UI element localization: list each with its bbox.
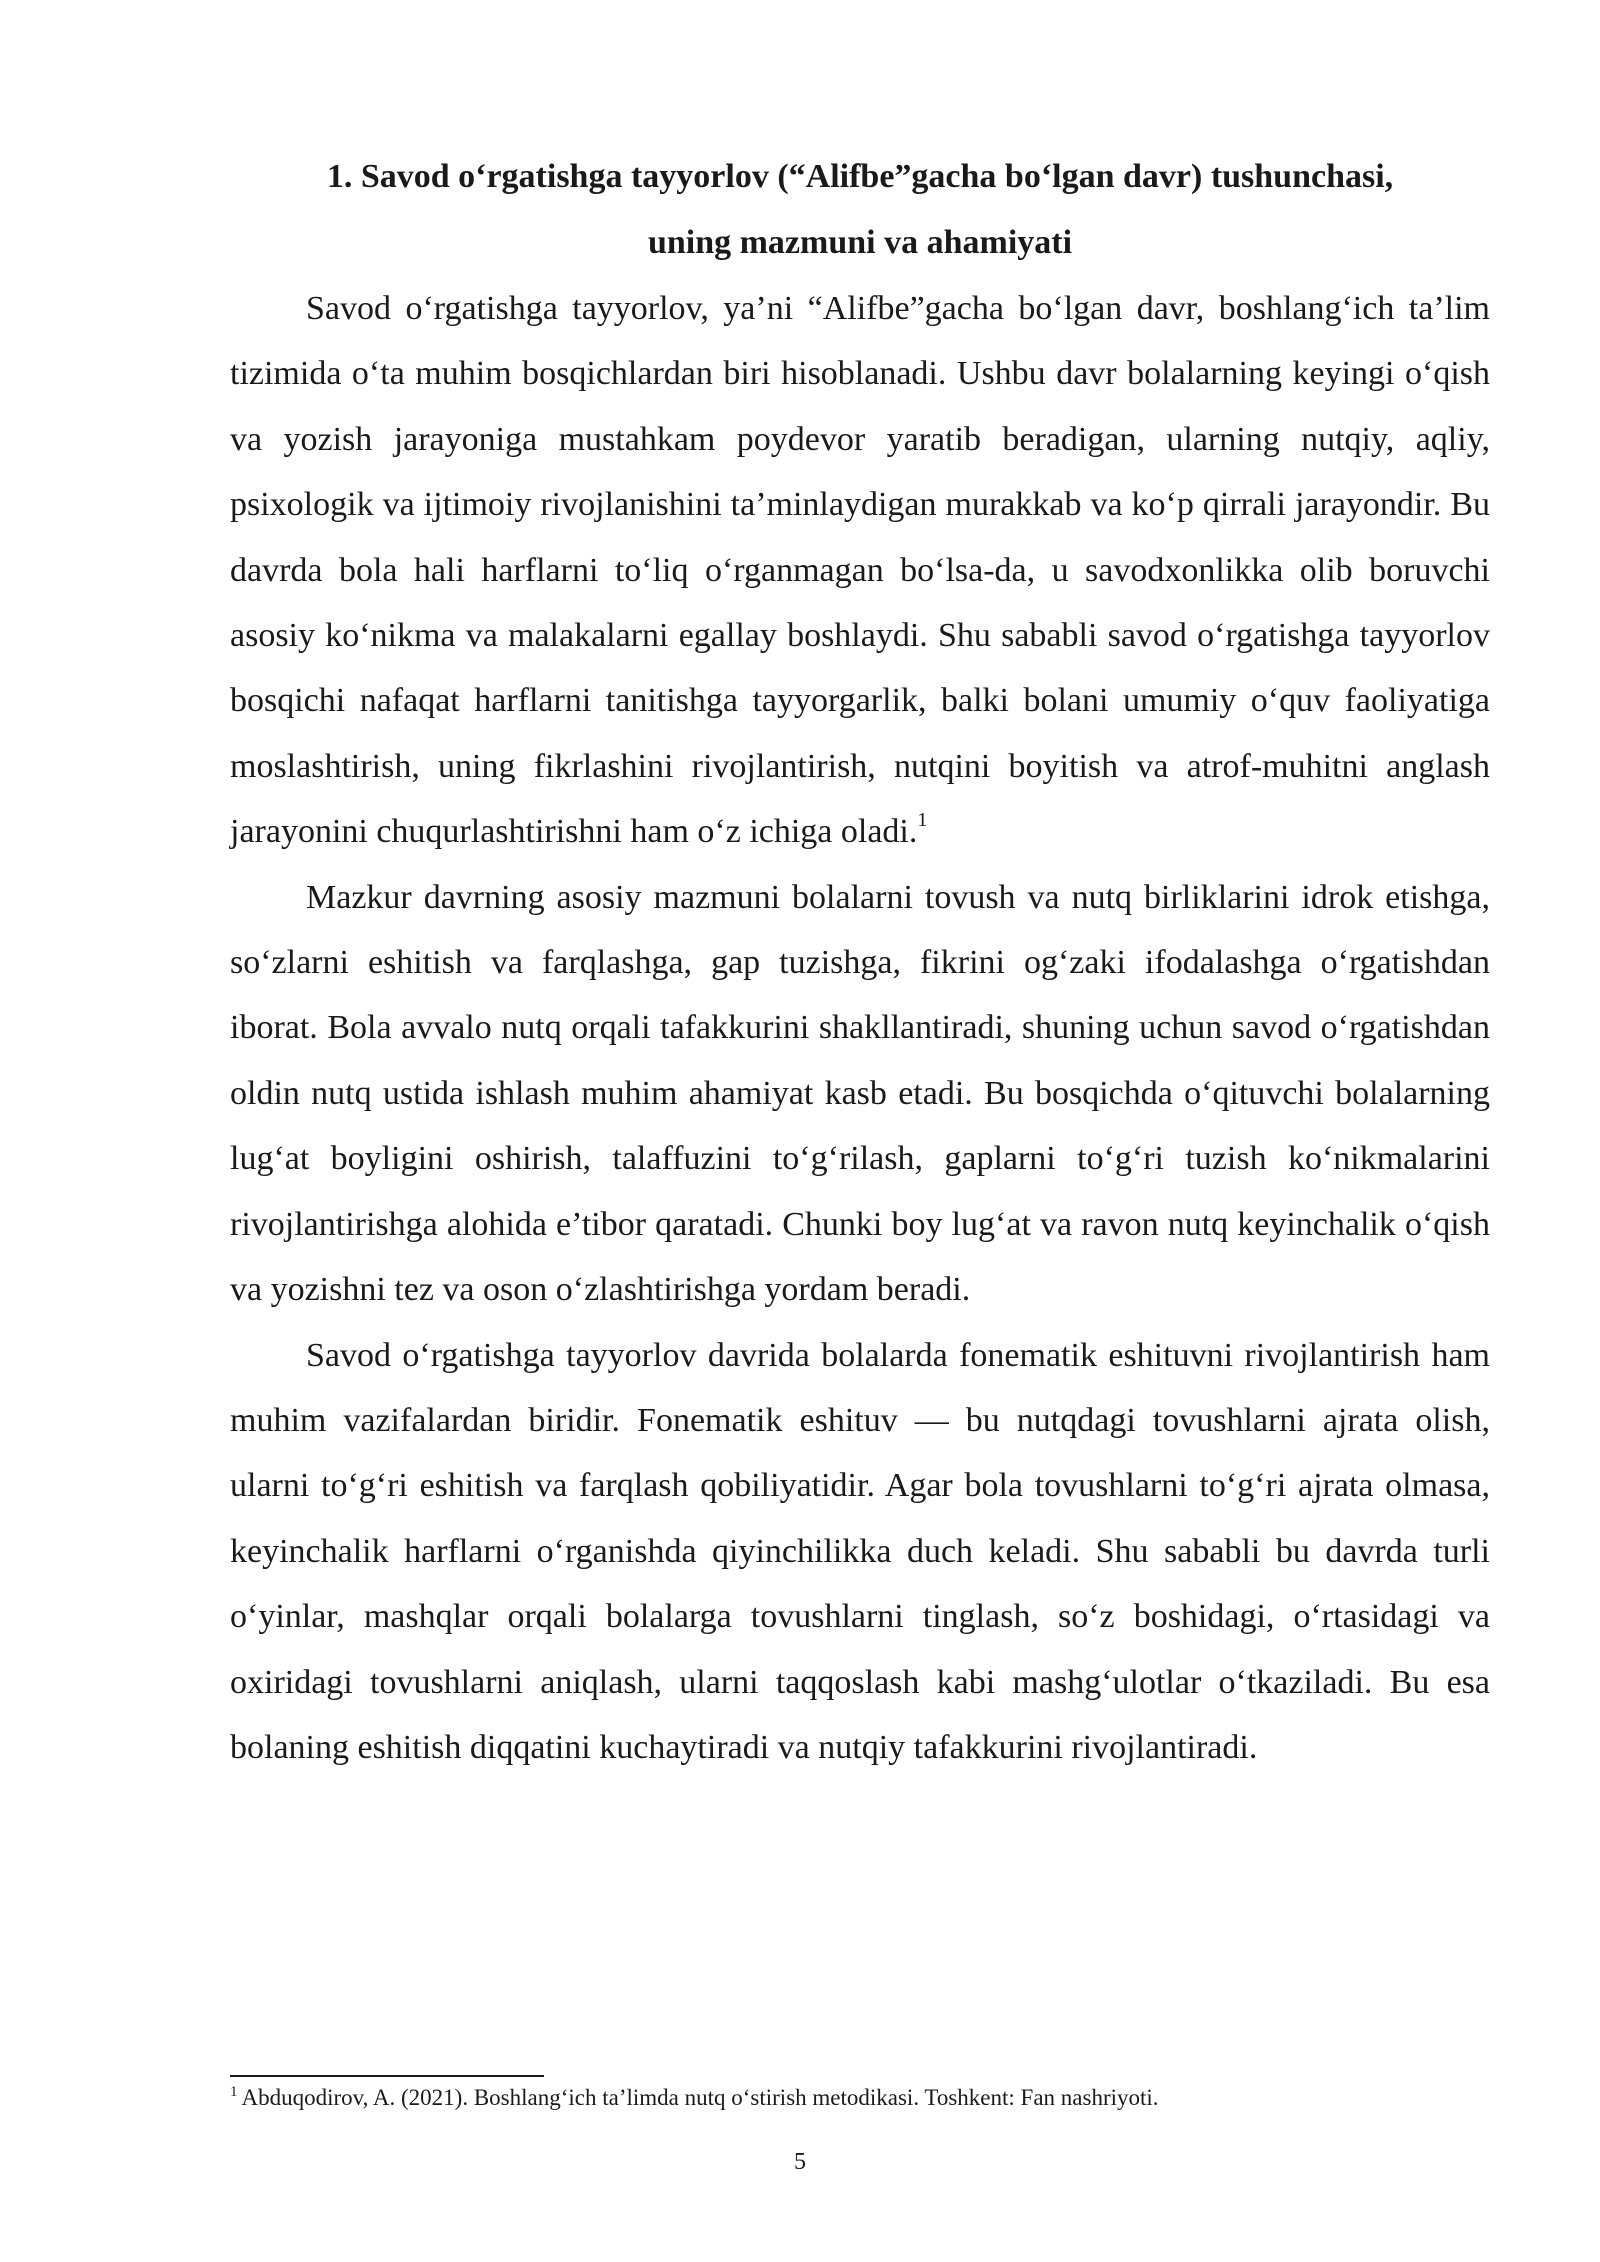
- section-heading-line-2: uning mazmuni va ahamiyati: [647, 224, 1073, 261]
- paragraph-3: Savod o‘rgatishga tayyorlov davrida bolalarda fonematik eshituvni rivojlantirish ham muhim vazifalardan biridir. Fonematik eshituv — bu nutqdagi tovushlarni ajrata olish, ularni to‘g‘ri eshitish va farqlash qobiliyatidir. Agar bola tovushlarni to‘g‘ri ajrata olmasa, keyinchalik harflarni o‘rganishda qiyinchilikka duch keladi. Shu sababli bu davrda turli o‘yinlar, mashqlar orqali bolalarga tovushlarni tinglash, so‘z boshidagi, o‘rtasidagi va oxiridagi tovushlarni aniqlash, ularni taqqoslash kabi mashg‘ulotlar o‘tkaziladi. Bu esa bolaning eshitish diqqatini kuchaytiradi va nutqiy tafakkurini rivojlantiradi.: [230, 1336, 1490, 1766]
- paragraph-1: [230, 276, 1490, 865]
- paragraph-2: Mazkur davrning asosiy mazmuni bolalarni tovush va nutq birliklarini idrok etishga, so‘zlarni eshitish va farqlashga, gap tuzishga, fikrini og‘zaki ifodalashga o‘rgatishdan iborat. Bola avvalo nutq orqali tafakkurini shakllantiradi, shuning uchun savod o‘rgatishdan oldin nutq ustida ishlash muhim ahamiyat kasb etadi. Bu bosqichda o‘qituvchi bolalarning lug‘at boyligini oshirish, talaffuzini to‘g‘rilash, gaplarni to‘g‘ri tuzish ko‘nikmalarini rivojlantirishga alohida e’tibor qaratadi. Chunki boy lug‘at va ravon nutq keyinchalik o‘qish va yozishni tez va oson o‘zlashtirishga yordam beradi.: [230, 878, 1490, 1309]
- footnote-number: 1: [230, 2084, 238, 2100]
- section-heading: [230, 144, 1490, 276]
- footnote-reference[interactable]: 1: [917, 809, 928, 832]
- section-heading-line-1: 1. Savod o‘rgatishga tayyorlov (“Alifbe”gacha bo‘lgan davr) tushunchasi,: [326, 158, 1394, 195]
- paragraph-1-text: Savod o‘rgatishga tayyorlov, ya’ni “Alifbe”gacha bo‘lgan davr, boshlang‘ich ta’lim tizimida o‘ta muhim bosqichlardan biri hisoblanadi. Ushbu davr bolalarning keyingi o‘qish va yozish jarayoniga mustahkam poydevor yaratib beradigan, ularning nutqiy, aqliy, psixologik va ijtimoiy rivojlanishini ta’minlaydigan murakkab va ko‘p qirrali jarayondir. Bu davrda bola hali harflarni to‘liq o‘rganmagan bo‘lsa-da, u savodxonlikka olib boruvchi asosiy ko‘nikma va malakalarni egallay boshlaydi. Shu sababli savod o‘rgatishga tayyorlov bosqichi nafaqat harflarni tanitishga tayyorgarlik, balki bolani umumiy o‘quv faoliyatiga moslashtirish, uning fikrlashini rivojlantirish, nutqini boyitish va atrof-muhitni anglash jarayonini chuqurlashtirishni ham o‘z ichiga oladi.: [230, 290, 1490, 851]
- footnote-text: Abduqodirov, A. (2021). Boshlang‘ich ta’limda nutq o‘stirish metodikasi. Toshkent: Fan nashriyoti.: [241, 2085, 1159, 2110]
- footnote: [230, 2082, 1490, 2114]
- footnote-separator: [230, 2075, 544, 2077]
- page-number: 5: [794, 2149, 806, 2175]
- body-text: [230, 276, 1490, 1780]
